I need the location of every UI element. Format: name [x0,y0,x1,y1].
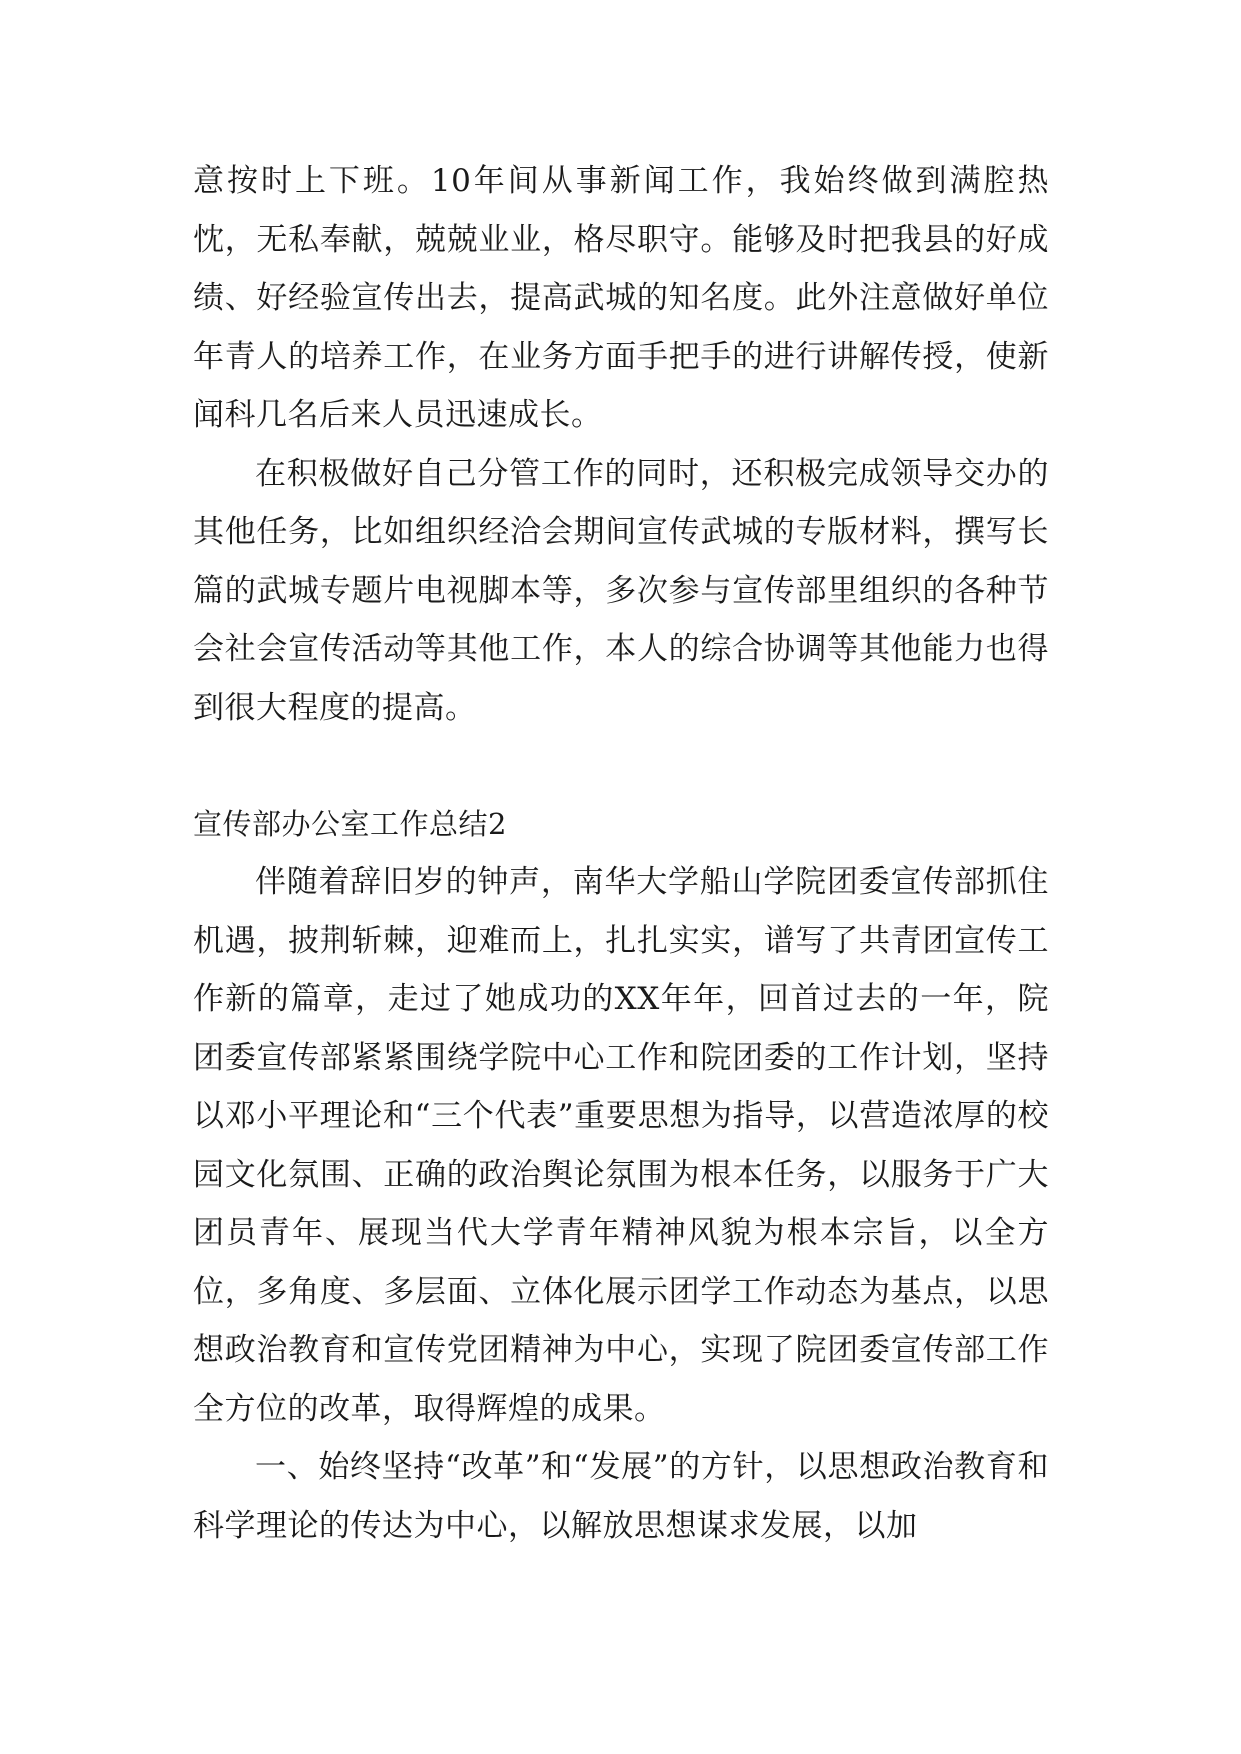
document-page [193,152,1049,1555]
paragraph-section-point-1: 一、始终坚持“改革”和“发展”的方针，以思想政治教育和科学理论的传达为中心，以解放思想谋求发展，以加 [193,1449,1049,1544]
paragraph-other-tasks: 在积极做好自己分管工作的同时，还积极完成领导交办的其他任务，比如组织经洽会期间宣传武城的专版材料，撰写长篇的武城专题片电视脚本等，多次参与宣传部里组织的各种节会社会宣传活动等其他工作，本人的综合协调等其他能力也得到很大程度的提高。 [193,455,1049,726]
paragraph-section-intro: 伴随着辞旧岁的钟声，南华大学船山学院团委宣传部抓住机遇，披荆斩棘，迎难而上，扎扎实实，谱写了共青团宣传工作新的篇章，走过了她成功的XX年年，回首过去的一年，院团委宣传部紧紧围绕学院中心工作和院团委的工作计划，坚持以邓小平理论和“三个代表”重要思想为指导，以营造浓厚的校园文化氛围、正确的政治舆论氛围为根本任务，以服务于广大团员青年、展现当代大学青年精神风貌为根本宗旨，以全方位，多角度、多层面、立体化展示团学工作动态为基点，以思想政治教育和宣传党团精神为中心，实现了院团委宣传部工作全方位的改革，取得辉煌的成果。 [193,864,1049,1427]
section-heading: 宣传部办公室工作总结2 [193,807,507,841]
paragraph-continuation: 意按时上下班。10年间从事新闻工作，我始终做到满腔热忱，无私奉献，兢兢业业，格尽职守。能够及时把我县的好成绩、好经验宣传出去，提高武城的知名度。此外注意做好单位年青人的培养工作，在业务方面手把手的进行讲解传授，使新闻科几名后来人员迅速成长。 [193,163,1049,433]
